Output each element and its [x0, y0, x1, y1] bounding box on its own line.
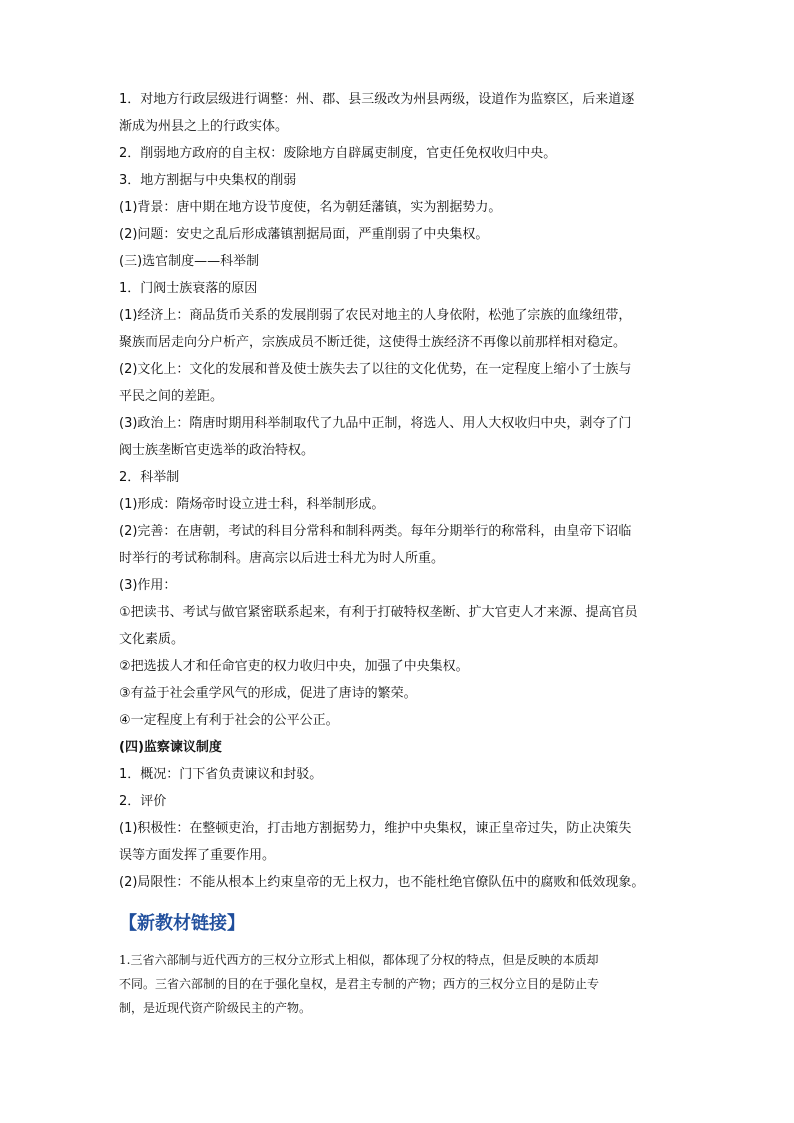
subheading: (四)监察谏议制度 — [119, 740, 222, 755]
paragraph-line: ④一定程度上有利于社会的公平公正。 — [119, 713, 339, 728]
paragraph-line: (1)经济上：商品货币关系的发展削弱了农民对地主的人身依附，松弛了宗族的血缘纽带， — [119, 308, 632, 323]
paragraph-line: (3)作用： — [119, 578, 177, 593]
paragraph-line: 文化素质。 — [119, 632, 185, 647]
paragraph-line: (1)背景：唐中期在地方设节度使，名为朝廷藩镇，实为割据势力。 — [119, 200, 502, 215]
subheading: 2．科举制 — [119, 470, 180, 485]
new-textbook-link-text — [119, 948, 694, 1020]
paragraph-line: (2)完善：在唐朝，考试的科目分常科和制科两类。每年分期举行的称常科，由皇帝下诏临 — [119, 524, 632, 539]
paragraph-line: 2．削弱地方政府的自主权：废除地方自辟属吏制度，官吏任免权收归中央。 — [119, 146, 557, 161]
paragraph-line: (2)局限性：不能从根本上约束皇帝的无上权力，也不能杜绝官僚队伍中的腐败和低效现象。 — [119, 875, 645, 890]
link-line: 制，是近现代资产阶级民主的产物。 — [119, 1001, 312, 1015]
section-title: 【新教材链接】 — [119, 913, 245, 934]
main-text — [119, 92, 679, 902]
paragraph-line: 渐成为州县之上的行政实体。 — [119, 119, 289, 134]
paragraph-line: 1．概况：门下省负责谏议和封驳。 — [119, 767, 323, 782]
subheading: (三)选官制度——科举制 — [119, 254, 260, 269]
paragraph-line: 聚族而居走向分户析产，宗族成员不断迁徙，这使得士族经济不再像以前那样相对稳定。 — [119, 335, 627, 350]
paragraph-line: (2)问题：安史之乱后形成藩镇割据局面，严重削弱了中央集权。 — [119, 227, 489, 242]
subheading: 2．评价 — [119, 794, 167, 809]
subheading: 1．门阀士族衰落的原因 — [119, 281, 258, 296]
paragraph-line: (2)文化上：文化的发展和普及使士族失去了以往的文化优势，在一定程度上缩小了士族与 — [119, 362, 632, 377]
paragraph-line: (1)形成：隋炀帝时设立进士科，科举制形成。 — [119, 497, 385, 512]
paragraph-line: ①把读书、考试与做官紧密联系起来，有利于打破特权垄断、扩大官吏人才来源、提高官员 — [119, 605, 638, 620]
paragraph-line: ③有益于社会重学风气的形成，促进了唐诗的繁荣。 — [119, 686, 417, 701]
paragraph-line: ②把选拔人才和任命官吏的权力收归中央，加强了中央集权。 — [119, 659, 469, 674]
link-line: 不同。三省六部制的目的在于强化皇权，是君主专制的产物；西方的三权分立目的是防止专 — [119, 977, 600, 991]
paragraph-line: 时举行的考试称制科。唐高宗以后进士科尤为时人所重。 — [119, 551, 445, 566]
paragraph-line: 阀士族垄断官吏选举的政治特权。 — [119, 443, 315, 458]
paragraph-line: 平民之间的差距。 — [119, 389, 224, 404]
link-line: 1.三省六部制与近代西方的三权分立形式上相似，都体现了分权的特点，但是反映的本质却 — [119, 953, 599, 967]
paragraph-line: 3．地方割据与中央集权的削弱 — [119, 173, 297, 188]
paragraph-line: (3)政治上：隋唐时期用科举制取代了九品中正制，将选人、用人大权收归中央，剥夺了门 — [119, 416, 632, 431]
paragraph-line: 1．对地方行政层级进行调整：州、郡、县三级改为州县两级，设道作为监察区，后来道逐 — [119, 92, 635, 107]
paragraph-line: 误等方面发挥了重要作用。 — [119, 848, 276, 863]
paragraph-line: (1)积极性：在整顿吏治，打击地方割据势力，维护中央集权，谏正皇帝过失，防止决策失 — [119, 821, 632, 836]
